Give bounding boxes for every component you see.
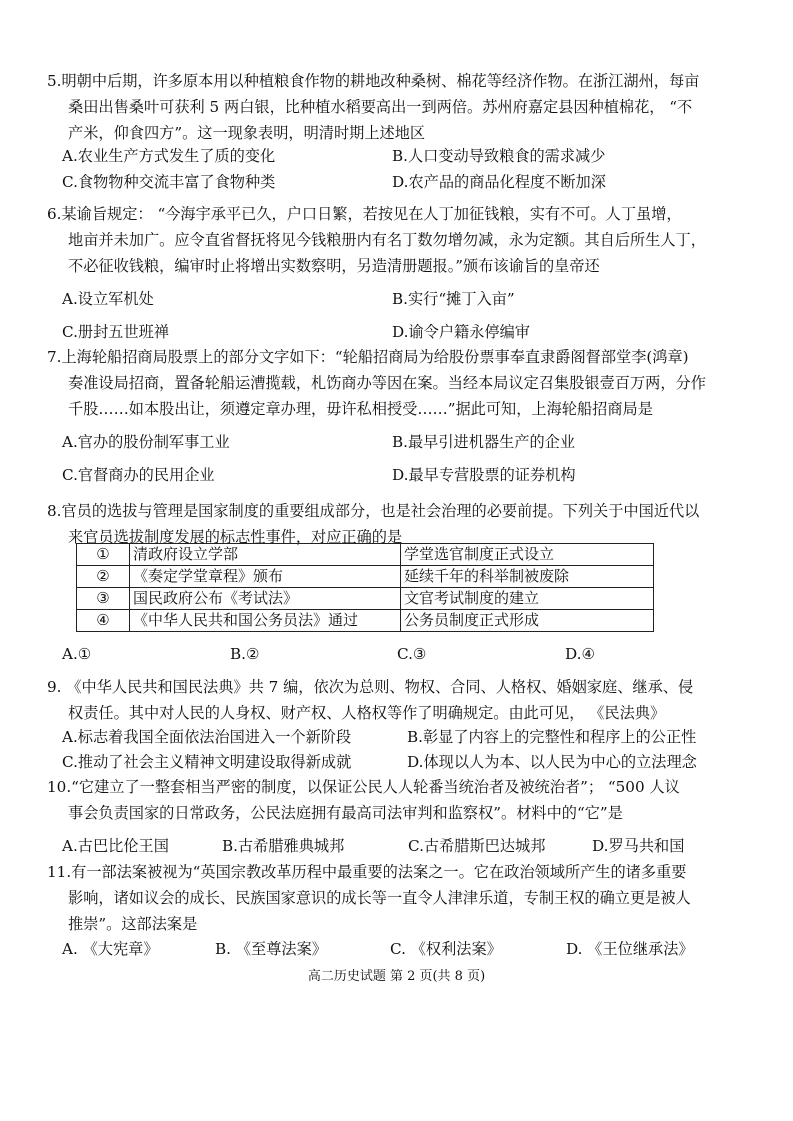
q10-option-c: C.古希腊斯巴达城邦 [408,837,546,855]
question-5 [47,68,747,146]
table-row [77,588,654,610]
q6-option-b: B.实行“摊丁入亩” [392,290,515,308]
page-footer: 高二历史试题 第 2 页(共 8 页) [307,969,486,984]
q11-option-b: B. 《至尊法案》 [215,940,327,958]
question-10-line-1: 10.“它建立了一整套相当严密的制度，以保证公民人人轮番当统治者及被统治者”； “500 人议 [47,778,680,796]
table-row [77,544,654,566]
table-row [77,610,654,632]
question-7-line-1: 7.上海轮船招商局股票上的部分文字如下：“轮船招商局为给股份票事奉直隶爵阁督部堂李(鸿章) [47,348,689,366]
q11-option-a: A. 《大宪章》 [62,940,159,958]
q9-option-c: C.推动了社会主义精神文明建设取得新成就 [62,753,352,771]
table-cell-number: ④ [77,610,130,632]
q7-option-c: C.官督商办的民用企业 [62,466,215,484]
q9-option-d: D.体现以人为本、以人民为中心的立法理念 [407,753,697,771]
table-cell-significance: 文官考试制度的建立 [401,588,654,610]
question-6 [47,201,747,279]
question-11-line-2: 影响，诸如议会的成长、民族国家意识的成长等一直令人津津乐道，专制王权的确立更是被人 [68,889,691,907]
question-7-line-2: 奏准设局招商，置备轮船运漕揽载，札饬商办等因在案。当经本局议定召集股银壹百万两，分作 [68,374,706,392]
table-cell-significance: 公务员制度正式形成 [401,610,654,632]
question-6-line-1: 6.某谕旨规定： “今海宇承平已久，户口日繁，若按见在人丁加征钱粮，实有不可。人丁虽增， [47,205,682,223]
q5-option-a: A.农业生产方式发生了质的变化 [62,147,276,165]
question-5-line-2: 桑田出售桑叶可获利 5 两白银，比种植水稻要高出一到两倍。苏州府嘉定县因种植棉花， “不 [68,98,693,116]
q7-option-a: A.官办的股份制军事工业 [62,433,230,451]
table-cell-significance: 延续千年的科举制被废除 [401,566,654,588]
q6-option-d: D.谕令户籍永停编审 [392,323,530,341]
question-7-line-3: 千股……如本股出让，须遵定章办理，毋许私相授受……”据此可知，上海轮船招商局是 [68,400,653,418]
question-11-line-3: 推崇”。这部法案是 [68,915,198,933]
question-8-table [76,543,654,632]
q11-option-d: D. 《王位继承法》 [566,940,694,958]
question-10 [47,774,747,826]
question-7 [47,344,747,422]
question-10-line-2: 事会负责国家的日常政务，公民法庭拥有最高司法审判和监察权”。材料中的“它”是 [68,804,623,822]
q11-option-c: C. 《权利法案》 [390,940,502,958]
q9-option-a: A.标志着我国全面依法治国进入一个新阶段 [62,728,352,746]
question-9 [47,674,747,726]
table-cell-number: ② [77,566,130,588]
q8-option-d: D.④ [565,645,596,663]
question-9-line-1: 9. 《中华人民共和国民法典》共 7 编，依次为总则、物权、合同、人格权、婚姻家庭、继承、侵 [47,678,694,696]
q5-option-d: D.农产品的商品化程度不断加深 [392,173,606,191]
table-cell-significance: 学堂选官制度正式设立 [401,544,654,566]
q7-option-d: D.最早专营股票的证券机构 [392,466,576,484]
question-11-line-1: 11.有一部法案被视为“英国宗教改革历程中最重要的法案之一。它在政治领域所产生的诸多重要 [47,863,687,881]
question-5-line-3: 产米，仰食四方”。这一现象表明，明清时期上述地区 [68,124,426,142]
table-cell-event: 清政府设立学部 [130,544,401,566]
q10-option-a: A.古巴比伦王国 [62,837,169,855]
q7-option-b: B.最早引进机器生产的企业 [392,433,576,451]
question-6-line-2: 地亩并未加广。应令直省督抚将见今钱粮册内有名丁数勿增勿减，永为定额。其自后所生人丁， [68,231,706,249]
q10-option-b: B.古希腊雅典城邦 [222,837,345,855]
q8-option-b: B.② [230,645,260,663]
question-8-line-2: 来官员选拔制度发展的标志性事件，对应正确的是 [68,528,403,546]
table-cell-event: 《奏定学堂章程》颁布 [130,566,401,588]
table-row [77,566,654,588]
question-8-line-1: 8.官员的选拔与管理是国家制度的重要组成部分，也是社会治理的必要前提。下列关于中国近代以 [47,502,700,520]
q6-option-c: C.册封五世班禅 [62,323,170,341]
q8-option-c: C.③ [397,645,427,663]
table-cell-event: 国民政府公布《考试法》 [130,588,401,610]
question-6-line-3: 不必征收钱粮，编审时止将增出实数察明，另造清册题报。”颁布该谕旨的皇帝还 [68,257,600,275]
q9-option-b: B.彰显了内容上的完整性和程序上的公正性 [407,728,697,746]
table-cell-number: ③ [77,588,130,610]
table-cell-number: ① [77,544,130,566]
question-5-line-1: 5.明朝中后期，许多原本用以种植粮食作物的耕地改种桑树、棉花等经济作物。在浙江湖州，每亩 [47,72,700,90]
q5-option-c: C.食物物种交流丰富了食物种类 [62,173,276,191]
question-11 [47,859,747,937]
question-9-line-2: 权责任。其中对人民的人身权、财产权、人格权等作了明确规定。由此可见， 《民法典》 [68,704,666,722]
q6-option-a: A.设立军机处 [62,290,154,308]
q8-option-a: A.① [62,645,92,663]
q10-option-d: D.罗马共和国 [592,837,685,855]
table-cell-event: 《中华人民共和国公务员法》通过 [130,610,401,632]
q5-option-b: B.人口变动导致粮食的需求减少 [392,147,606,165]
